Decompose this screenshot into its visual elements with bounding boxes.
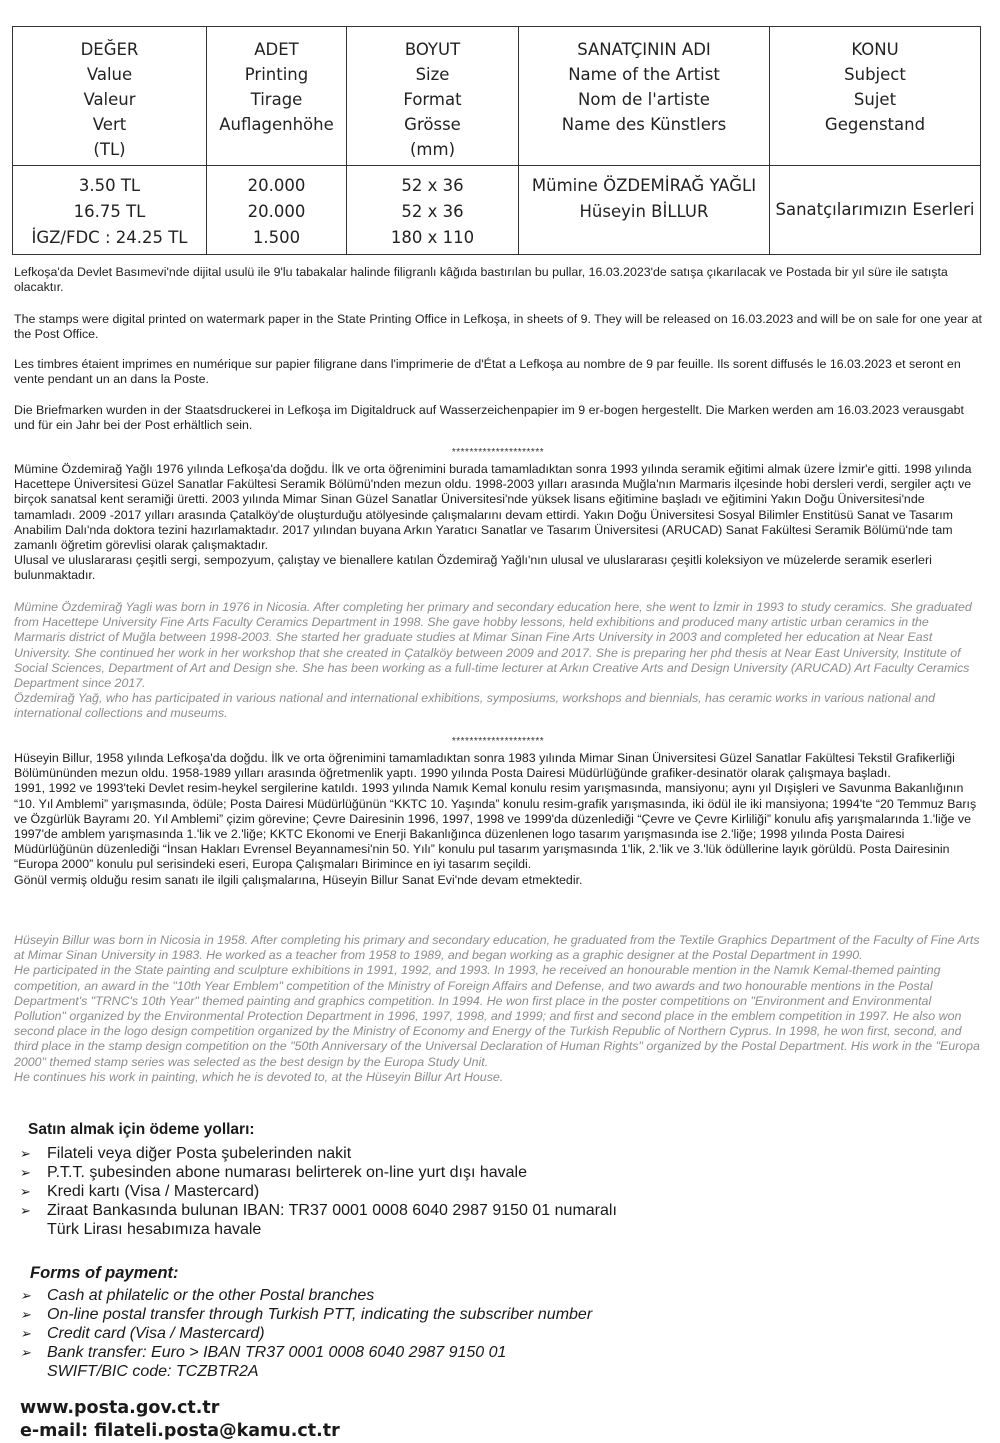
header-subject	[770, 27, 981, 166]
payment-item-text: On-line postal transfer through Turkish PTT, indicating the subscriber number	[47, 1306, 593, 1323]
bio2-tr-paragraph: Gönül vermiş olduğu resim sanatı ile ilgili çalışmalarına, Hüseyin Billur Sanat Evi'nde devam etmektedir.	[14, 872, 583, 887]
header-text: Gegenstand	[824, 115, 926, 134]
payment-tr-list	[20, 1144, 617, 1239]
list-item	[20, 1324, 592, 1343]
bio1-en-paragraph: Özdemirağ Yağ, who has participated in various national and international exhibitions, symposiums, workshops and biennials, has ceramic works in various national and international collections and museums.	[14, 691, 936, 721]
bio1-tr	[14, 462, 982, 584]
payment-item-text: Türk Lirası hesabımıza havale	[47, 1221, 262, 1238]
header-text: Format	[403, 90, 462, 109]
header-text: Valeur	[83, 90, 136, 109]
header-text: DEĞER	[80, 40, 139, 59]
header-text: Name of the Artist	[568, 65, 720, 84]
header-text: SANATÇININ ADI	[577, 40, 711, 59]
arrow-bullet-icon: ➢	[20, 1203, 31, 1218]
subject-text: Sanatçılarımızın Eserleri	[775, 200, 975, 219]
size-text: 180 x 110	[390, 228, 475, 247]
arrow-bullet-icon: ➢	[20, 1326, 31, 1341]
bio2-en-paragraph: He participated in the State painting and sculpture exhibitions in 1991, 1992, and 1993. In 1993, he received an honourable mention in the Namık Kemal-themed painting competition, an award in the "10th Year Emblem" competition of the Ministry of Foreign Affairs and Defense, and two awards and two honourable mentions in the Postal Department's "TRNC's 10th Year" themed painting and graphics competition. In 1994. He won first place in the poster competitions on "Environment and Environmental Pollution" organized by the Environmental Protection Department in 1996, 1997, 1998, and 1999; and first and second place in the emblem competition in 1997. He also won second place in the logo design competition organized by the Ministry of Economy and Energy of the Turkish Republic of Northern Cyprus. In 1998, he won first, second, and third place in the stamp design competition on the "50th Anniversary of the Universal Declaration of Human Rights" organized by the Postal Department. His work in the "Europa 2000" themed stamp series was selected as the best design by the Europa Study Unit.	[14, 963, 980, 1069]
list-item	[20, 1305, 592, 1324]
header-text: KONU	[851, 40, 899, 59]
table-data-row	[13, 166, 981, 255]
list-item	[20, 1182, 617, 1201]
table-header-row	[13, 27, 981, 166]
header-text: ADET	[254, 40, 299, 59]
printing-text: 20.000	[247, 202, 306, 221]
intro-fr-text: Les timbres étaient imprimes en numérique sur papier filigrane dans l'imprimerie de d'État a Lefkoşa au nombre de 9 par feuille. Ils sorent diffusés le 16.03.2023 et seront en vente pendant un an dans la Poste.	[14, 357, 961, 387]
arrow-bullet-icon: ➢	[20, 1307, 31, 1322]
cell-artists	[519, 166, 770, 255]
bio1-en	[14, 600, 982, 722]
header-artist	[519, 27, 770, 166]
header-text: Nom de l'artiste	[578, 90, 710, 109]
size-text: 52 x 36	[401, 176, 464, 195]
header-text: Sujet	[853, 90, 897, 109]
header-text: Name des Künstlers	[561, 115, 727, 134]
header-text: Subject	[844, 65, 906, 84]
value-text: 16.75 TL	[73, 202, 146, 221]
bio1-tr-paragraph: Ulusal ve uluslararası çeşitli sergi, sempozyum, çalıştay ve bienallere katılan Özdemirağ Yağlı'nın ulusal ve uluslararası çeşitli koleksiyon ve müzelerde seramik eserleri bulunmaktadır.	[14, 553, 932, 583]
list-item	[20, 1144, 617, 1163]
value-text: İGZ/FDC : 24.25 TL	[31, 228, 188, 247]
bio1-en-paragraph: Mümine Özdemirağ Yagli was born in 1976 in Nicosia. After completing her primary and secondary education here, she went to İzmir in 1993 to study ceramics. She graduated from Hacettepe University Fine Arts Faculty Ceramics Department in 1998. She gave hobby lessons, held exhibitions and produced many artistic urban ceramics in the Marmaris district of Muğla between 1998-2003. She started her graduate studies at Mimar Sinan Fine Arts University in 2003 and completed her education at Near East University. She continued her work in her workshop that she created in Çatalköy between 2009 and 2017. She is preparing her phd thesis at Near East University, Institute of Social Sciences, Department of Art and Design she. She has been working as a full-time lecturer at Arkın Creative Arts and Design University (ARUCAD) Art Faculty Ceramics Department since 2017.	[14, 600, 972, 691]
printing-text: 1.500	[252, 228, 301, 247]
separator: *********************	[451, 447, 545, 458]
stamp-info-table	[12, 26, 981, 255]
list-item	[20, 1286, 592, 1305]
payment-item-text: Credit card (Visa / Mastercard)	[47, 1325, 265, 1342]
payment-item-text: Kredi kartı (Visa / Mastercard)	[47, 1183, 260, 1200]
intro-tr-text: Lefkoşa'da Devlet Basımevi'nde dijital usulü ile 9'lu tabakalar halinde filigranlı kâğıda bastırılan bu pullar, 16.03.2023'de satışa çıkarılacak ve Postada bir yıl süre ile satışta olacaktır.	[14, 265, 948, 295]
payment-item-text: Cash at philatelic or the other Postal branches	[47, 1287, 375, 1304]
bio2-en-paragraph: He continues his work in painting, which he is devoted to, at the Hüseyin Billur Art House.	[14, 1069, 504, 1084]
header-text: BOYUT	[404, 40, 461, 59]
list-item	[20, 1163, 617, 1182]
payment-item-text: P.T.T. şubesinden abone numarası belirterek on-line yurt dışı havale	[47, 1164, 527, 1181]
list-item-continuation	[20, 1362, 592, 1381]
email-link[interactable]: e-mail: filateli.posta@kamu.ct.tr	[20, 1421, 340, 1441]
header-text: Tirage	[250, 90, 303, 109]
header-text: Printing	[244, 65, 309, 84]
bio2-tr-paragraph: 1991, 1992 ve 1993'teki Devlet resim-heykel sergilerine katıldı. 1993 yılında Namık Kemal konulu resim yarışmasında, mansiyonu; aynı yıl Dışişleri ve Savunma Bakanlığının “10. Yıl Amblemi” yarışmasında, ödüle; Posta Dairesi Müdürlüğünün “KKTC 10. Yaşında” konulu resim-grafik yarışmasında, iki ödül ile iki mansiyona; 1994'te “20 Temmuz Barış ve Özgürlük Bayramı 20. Yıl Amblemi” çizim görevine; Çevre Dairesinin 1996, 1997, 1998 ve 1999'da düzenlediği “Çevre ve Çevre Kirliliği” konulu afiş yarışmalarında 1.'liğe ve 1997'de amblem yarışmasında 1.'lik ve 2.'liğe; KKTC Ekonomi ve Enerji Bakanlığınca düzenlenen logo tasarım yarışmasında ise 2.'liğe; 1998 yılında Posta Dairesi Müdürlüğünün düzenlediği “İnsan Hakları Evrensel Beyannamesi'nin 50. Yılı” konulu pul tasarım yarışmasında 1'lik, 2.'lik ve 3.'lük ödüllerine layık görüldü. Posta Dairesinin “Europa 2000” konulu pul serisindeki eseri, Europa Çalışmaları Birimince en iyi tasarım seçildi.	[14, 781, 977, 872]
list-item-continuation	[20, 1220, 617, 1239]
bio2-en-paragraph: Hüseyin Billur was born in Nicosia in 1958. After completing his primary and secondary education, he graduated from the Textile Graphics Department of the Faculty of Fine Arts at Mimar Sinan University in 1983. He worked as a teacher from 1958 to 1989, and began working as a graphic designer at the Postal Department in 1990.	[14, 933, 980, 963]
payment-item-text: SWIFT/BIC code: TCZBTR2A	[47, 1363, 259, 1380]
cell-subject	[770, 166, 981, 255]
bio2-tr-paragraph: Hüseyin Billur, 1958 yılında Lefkoşa'da doğdu. İlk ve orta öğrenimini tamamladıktan sonra 1983 yılında Mimar Sinan Üniversitesi Güzel Sanatlar Fakültesi Tekstil Grafikerliği Bölümününden mezun oldu. 1958-1989 yılları arasında öğretmenlik yaptı. 1990 yılında Posta Dairesi Müdürlüğünde grafiker-desinatör olarak çalışmaya başladı.	[14, 751, 955, 781]
intro-en	[14, 312, 982, 342]
separator: *********************	[451, 736, 545, 747]
header-text: (mm)	[409, 140, 456, 159]
payment-item-text: Ziraat Bankasında bulunan IBAN: TR37 0001 0008 6040 2987 9150 01 numaralı	[47, 1202, 617, 1219]
header-printing	[207, 27, 347, 166]
bio2-en	[14, 933, 982, 1085]
intro-tr	[14, 265, 982, 295]
arrow-bullet-icon: ➢	[20, 1345, 31, 1360]
cell-printing	[207, 166, 347, 255]
artist-text: Hüseyin BİLLUR	[579, 202, 709, 221]
payment-item-text: Filateli veya diğer Posta şubelerinden nakit	[47, 1145, 352, 1162]
intro-en-text: The stamps were digital printed on watermark paper in the State Printing Office in Lefkoşa, in sheets of 9. They will be released on 16.03.2023 and will be on sale for one year at the Post Office.	[14, 312, 982, 342]
value-text: 3.50 TL	[78, 176, 141, 195]
header-text: Auflagenhöhe	[219, 115, 334, 134]
website-link[interactable]: www.posta.gov.ct.tr	[20, 1398, 220, 1418]
header-text: Value	[86, 65, 133, 84]
header-text: Grösse	[404, 115, 461, 134]
arrow-bullet-icon: ➢	[20, 1184, 31, 1199]
bio2-tr	[14, 751, 982, 888]
size-text: 52 x 36	[401, 202, 464, 221]
payment-item-text: Bank transfer: Euro > IBAN TR37 0001 0008 6040 2987 9150 01	[47, 1344, 507, 1361]
header-size	[347, 27, 519, 166]
intro-de-text: Die Briefmarken wurden in der Staatsdruckerei in Lefkoşa im Digitaldruck auf Wasserzeichenpapier im 9 er-bogen hergestellt. Die Marken werden am 16.03.2023 verausgabt und für ein Jahr bei der Post erhältlich sein.	[14, 403, 964, 433]
printing-text: 20.000	[247, 176, 306, 195]
arrow-bullet-icon: ➢	[20, 1288, 31, 1303]
header-text: Size	[415, 65, 450, 84]
bio1-tr-paragraph: Mümine Özdemirağ Yağlı 1976 yılında Lefkoşa'da doğdu. İlk ve orta öğrenimini burada tamamladıktan sonra 1993 yılında seramik eğitimi almak üzere İzmir'e gitti. 1998 yılında Hacettepe Üniversitesi Güzel Sanatlar Fakültesi Seramik Bölümü'nden mezun oldu. 1998-2003 yılları arasında Muğla'nın Marmaris ilçesinde hobi dersleri verdi, sergiler açtı ve birçok sanatsal kent seramiği üretti. 2003 yılında Mimar Sinan Güzel Sanatlar Üniversitesi'nde yüksek lisans eğitimine başladı ve eğitimini Yakın Doğu Üniversitesi'nde tamamladı. 2009 -2017 yılları arasında Çatalköy'de oluşturduğu atölyesinde çalışmalarını devam ettirdi. Yakın Doğu Üniversitesi Sosyal Bilimler Enstitüsü Sanat ve Tasarım Anabilim Dalı'nda doktora tezini hazırlamaktadır. 2017 yılından buyana Arkın Yaratıcı Sanatlar ve Tasarım Üniversitesi (ARUCAD) Sanat Fakültesi Seramik Bölümü'nde tam zamanlı öğretim görevlisi olarak çalışmaktadır.	[14, 462, 972, 553]
intro-de	[14, 403, 982, 433]
arrow-bullet-icon: ➢	[20, 1165, 31, 1180]
header-value	[13, 27, 207, 166]
arrow-bullet-icon: ➢	[20, 1146, 31, 1161]
payment-en-title: Forms of payment:	[30, 1264, 179, 1282]
payment-en-list	[20, 1286, 592, 1381]
artist-text: Mümine ÖZDEMİRAĞ YAĞLI	[531, 176, 757, 195]
payment-tr-title: Satın almak için ödeme yolları:	[28, 1121, 255, 1138]
header-text: Vert	[92, 115, 127, 134]
list-item	[20, 1343, 592, 1362]
list-item	[20, 1201, 617, 1220]
cell-sizes	[347, 166, 519, 255]
intro-fr	[14, 357, 982, 387]
header-text: (TL)	[93, 140, 126, 159]
cell-values	[13, 166, 207, 255]
